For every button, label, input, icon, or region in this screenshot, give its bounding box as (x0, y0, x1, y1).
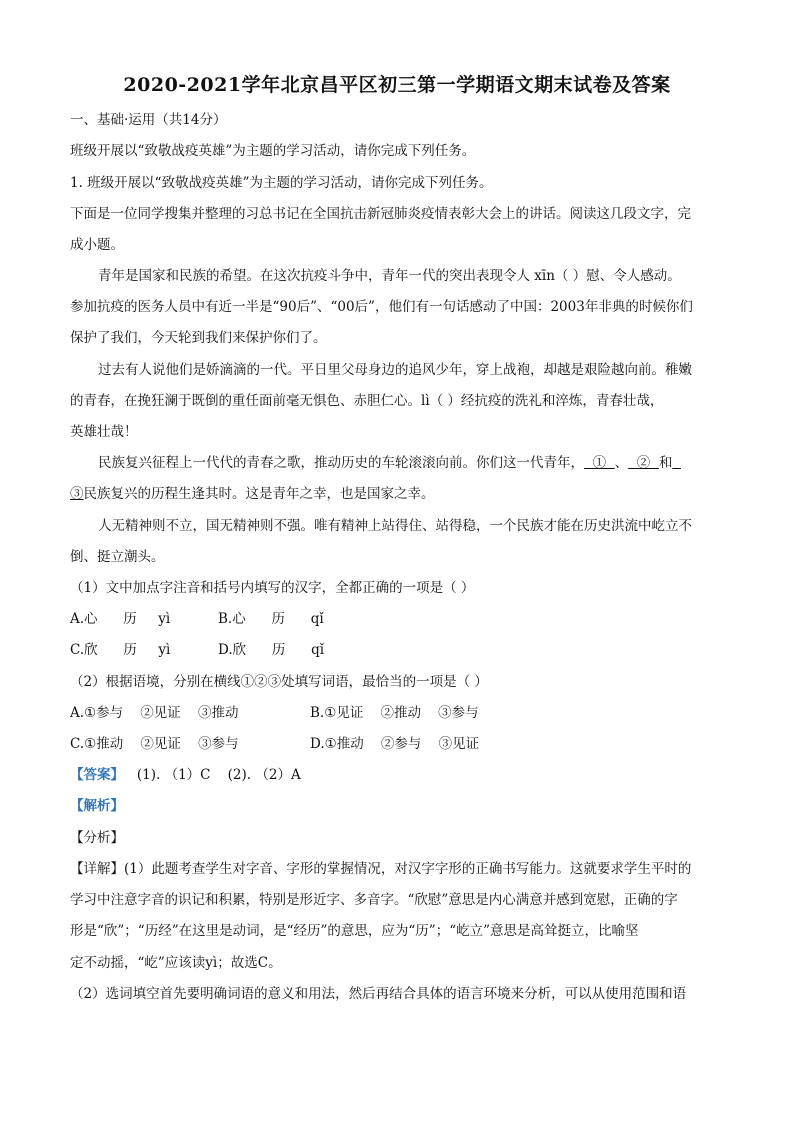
option-d: D.欣 历 qǐ (218, 642, 325, 658)
section-heading: 一、基础·运用（共14分） (70, 112, 227, 128)
options-row (70, 609, 730, 629)
blank-3: ③ (70, 486, 84, 502)
passage-line: 保护了我们，今天轮到我们来保护你们了。 (70, 330, 327, 346)
answer-label: 【答案】 (70, 767, 124, 783)
answer-text: (1). （1）C (2). （2）A (124, 767, 301, 783)
explanation-line: 定不动摇，“屹”应该读yì；故选C。 (70, 955, 282, 971)
answer-line (70, 765, 730, 785)
option-b: B.心 历 qǐ (218, 611, 324, 627)
explanation-line: 【详解】(1）此题考查学生对字音、字形的掌握情况，对汉字字形的正确书写能力。这就要求学生平时的 (70, 861, 692, 877)
explanation-line: 形是“欣”；“历经”在这里是动词，是“经历”的意思，应为“历”；“屹立”意思是高耸挺立，比喻坚 (70, 923, 639, 939)
passage-line: 英雄壮哉！ (70, 424, 138, 440)
fenxi-label: 【分析】 (70, 830, 124, 846)
options-row (70, 640, 730, 660)
option-b: B.①见证 ②推动 ③参与 (310, 705, 479, 721)
passage-line (98, 453, 730, 473)
explanation-line: （2）选词填空首先要明确词语的意义和用法，然后再结合具体的语言环境来分析，可以从使用范围和语 (70, 986, 687, 1002)
passage-text: 民族复兴的历程生逢其时。这是青年之幸，也是国家之幸。 (83, 486, 435, 502)
passage-line (70, 484, 730, 504)
passage-line: 过去有人说他们是娇滴滴的一代。平日里父母身边的追风少年，穿上战袍，却越是艰险越向前。稚嫩 (98, 362, 692, 378)
blank-3-start (672, 455, 681, 471)
passage-line: 倒、挺立潮头。 (70, 549, 165, 565)
options-row (70, 703, 730, 723)
passage-line: 人无精神则不立，国无精神则不强。唯有精神上站得住、站得稳，一个民族才能在历史洪流中屹立不 (98, 518, 692, 534)
paragraph-line: 班级开展以“致敬战疫英雄”为主题的学习活动，请你完成下列任务。 (70, 143, 476, 159)
blank-2: ② (628, 455, 659, 471)
options-row (70, 734, 730, 754)
paragraph-line: 成小题。 (70, 237, 124, 253)
option-a: A.心 历 yì (70, 611, 171, 627)
passage-line: 参加抗疫的医务人员中有近一半是“90后”、“00后”，他们有一句话感动了中国：2003年非典的时候你们 (70, 299, 693, 315)
option-c: C.欣 历 yì (70, 642, 171, 658)
analysis-label: 【解析】 (70, 798, 124, 814)
passage-line: 青年是国家和民族的希望。在这次抗疫斗争中，青年一代的突出表现令人 xīn（ ）慰、令人感动。 (98, 268, 681, 284)
page-title: 2020-2021学年北京昌平区初三第一学期语文期末试卷及答案 (123, 74, 671, 96)
option-d: D.①推动 ②参与 ③见证 (310, 736, 480, 752)
passage-line: 的青春，在挽狂澜于既倒的重任面前毫无惧色、赤胆仁心。lì（ ）经抗疫的洗礼和淬炼，青春壮哉， (70, 393, 664, 409)
option-c: C.①推动 ②见证 ③参与 (70, 736, 239, 752)
passage-text: 、 (614, 455, 629, 471)
paragraph-line: 下面是一位同学搜集并整理的习总书记在全国抗击新冠肺炎疫情表彰大会上的讲话。阅读这几段文字，完 (70, 206, 691, 222)
sub-question-1: （1）文中加点字注音和括号内填写的汉字，全都正确的一项是（ ） (70, 580, 475, 596)
passage-text: 和 (658, 455, 673, 471)
explanation-line: 学习中注意字音的识记和积累，特别是形近字、多音字。“欣慰”意思是内心满意并感到宽慰，正确的字 (70, 892, 678, 908)
blank-1: ① (584, 455, 615, 471)
question-stem: 1. 班级开展以“致敬战疫英雄”为主题的学习活动，请你完成下列任务。 (70, 175, 493, 191)
option-a: A.①参与 ②见证 ③推动 (70, 705, 239, 721)
sub-question-2: （2）根据语境，分别在横线①②③处填写词语，最恰当的一项是（ ） (70, 674, 488, 690)
passage-text: 民族复兴征程上一代代的青春之歌，推动历史的车轮滚滚向前。你们这一代青年， (98, 455, 584, 471)
